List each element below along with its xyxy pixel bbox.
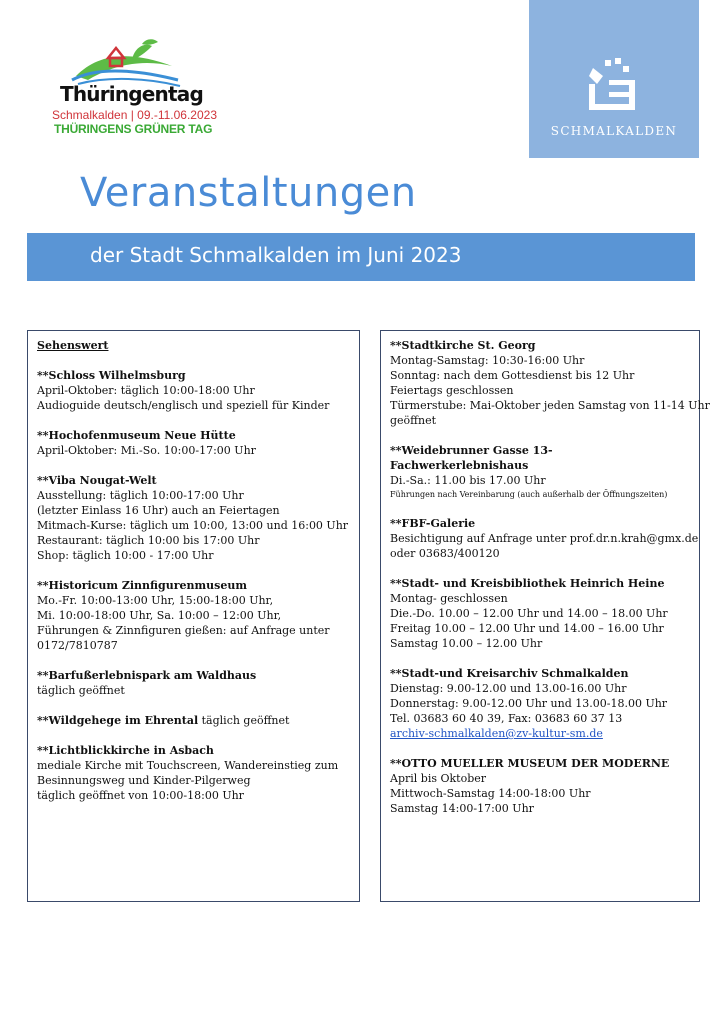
schmalkalden-logo (529, 0, 699, 158)
section-line: Restaurant: täglich 10:00 bis 17:00 Uhr (37, 534, 260, 547)
section-line: Montag-Samstag: 10:30-16:00 Uhr (390, 354, 585, 367)
logo-slogan: THÜRINGENS GRÜNER TAG (54, 122, 213, 136)
section-line: (letzter Einlass 16 Uhr) auch an Feiertagen (37, 504, 280, 517)
section-line: Di.-Sa.: 11.00 bis 17.00 Uhr (390, 474, 546, 487)
section-title: **Schloss Wilhelmsburg (37, 369, 186, 382)
section-line: täglich geöffnet (37, 684, 125, 697)
section-kreisarchiv (390, 666, 691, 741)
section-title: **Weidebrunner Gasse 13- Fachwerkerlebnishaus (390, 444, 553, 472)
section-stadtkirche (390, 338, 710, 428)
subtitle-banner (27, 233, 695, 281)
section-line: Freitag 10.00 – 12.00 Uhr und 14.00 – 16.00 Uhr (390, 622, 664, 635)
section-line: Die.-Do. 10.00 – 12.00 Uhr und 14.00 – 18.00 Uhr (390, 607, 668, 620)
schmalkalden-mark-icon (583, 58, 645, 114)
section-line: geöffnet (390, 414, 437, 427)
thueringentag-logo (52, 36, 218, 140)
section-barfusserlebnispark (37, 668, 351, 698)
section-historicum (37, 578, 351, 653)
section-line: Mitmach-Kurse: täglich um 10:00, 13:00 und 16:00 Uhr (37, 519, 349, 532)
section-title: **FBF-Galerie (390, 517, 476, 530)
section-line: Mi. 10:00-18:00 Uhr, Sa. 10:00 – 12:00 Uhr, (37, 609, 282, 622)
section-fachwerkerlebnishaus (390, 443, 691, 501)
section-inline-text: täglich geöffnet (198, 714, 290, 727)
section-line: Mittwoch-Samstag 14:00-18:00 Uhr (390, 787, 591, 800)
section-otto-mueller-museum (390, 756, 691, 816)
page-title: Veranstaltungen (80, 170, 417, 216)
section-line: Dienstag: 9.00-12.00 und 13.00-16.00 Uhr (390, 682, 627, 695)
section-viba-nougat-welt (37, 473, 351, 563)
section-line: oder 03683/400120 (390, 547, 500, 560)
section-note: Führungen nach Vereinbarung (auch außerhalb der Öffnungszeiten) (390, 490, 668, 499)
sights-column-left (27, 330, 360, 902)
logo-date-line: Schmalkalden | 09.-11.06.2023 (52, 108, 218, 122)
section-line: Führungen & Zinnfiguren gießen: auf Anfrage unter (37, 624, 330, 637)
section-wildgehege (37, 713, 351, 728)
sights-column-right (380, 330, 710, 902)
section-line: täglich geöffnet von 10:00-18:00 Uhr (37, 789, 244, 802)
thueringentag-emblem-icon (68, 36, 188, 88)
section-fbf-galerie (390, 516, 699, 561)
section-title: **OTTO MUELLER MUSEUM DER MODERNE (390, 757, 670, 770)
section-line: Ausstellung: täglich 10:00-17:00 Uhr (37, 489, 244, 502)
archive-email-link[interactable]: archiv-schmalkalden@zv-kultur-sm.de (390, 727, 603, 740)
section-line: April bis Oktober (390, 772, 487, 785)
page-subtitle: der Stadt Schmalkalden im Juni 2023 (90, 243, 462, 267)
section-line: Mo.-Fr. 10:00-13:00 Uhr, 15:00-18:00 Uhr, (37, 594, 274, 607)
section-line: April-Oktober: täglich 10:00-18:00 Uhr (37, 384, 255, 397)
section-line: Sonntag: nach dem Gottesdienst bis 12 Uhr (390, 369, 635, 382)
section-title: **Lichtblickkirche in Asbach (37, 744, 214, 757)
section-line: 0172/7810787 (37, 639, 118, 652)
section-line: April-Oktober: Mi.-So. 10:00-17:00 Uhr (37, 444, 256, 457)
section-title: **Stadt-und Kreisarchiv Schmalkalden (390, 667, 629, 680)
section-title: **Viba Nougat-Welt (37, 474, 157, 487)
section-line: Samstag 14:00-17:00 Uhr (390, 802, 534, 815)
section-inline (37, 713, 351, 728)
logo-city-name: SCHMALKALDEN (550, 124, 678, 138)
section-line: Audioguide deutsch/englisch und speziell für Kinder (37, 399, 330, 412)
section-title: **Wildgehege im Ehrental (37, 714, 199, 727)
section-line: mediale Kirche mit Touchscreen, Wandereinstieg zum (37, 759, 339, 772)
section-line: Shop: täglich 10:00 - 17:00 Uhr (37, 549, 214, 562)
section-line: Samstag 10.00 – 12.00 Uhr (390, 637, 543, 650)
section-title: **Historicum Zinnfigurenmuseum (37, 579, 247, 592)
section-schloss-wilhelmsburg (37, 368, 351, 413)
section-line: Türmerstube: Mai-Oktober jeden Samstag von 11-14 Uhr (390, 399, 710, 412)
section-line: Feiertags geschlossen (390, 384, 514, 397)
section-line: Besinnungsweg und Kinder-Pilgerweg (37, 774, 251, 787)
section-line: Donnerstag: 9.00-12.00 Uhr und 13.00-18.00 Uhr (390, 697, 668, 710)
section-title: **Barfußerlebnispark am Waldhaus (37, 669, 257, 682)
section-line: Besichtigung auf Anfrage unter prof.dr.n.krah@gmx.de (390, 532, 699, 545)
section-hochofenmuseum (37, 428, 351, 458)
section-title: **Stadtkirche St. Georg (390, 339, 536, 352)
section-line: Montag- geschlossen (390, 592, 508, 605)
section-line: Tel. 03683 60 40 39, Fax: 03683 60 37 13 (390, 712, 623, 725)
section-lichtblickkirche (37, 743, 351, 803)
logo-title: Thüringentag (60, 82, 203, 106)
sights-heading: Sehenswert (37, 339, 109, 352)
section-title: **Stadt- und Kreisbibliothek Heinrich Heine (390, 577, 665, 590)
section-title: **Hochofenmuseum Neue Hütte (37, 429, 236, 442)
section-heading (37, 338, 351, 353)
section-bibliothek (390, 576, 691, 651)
